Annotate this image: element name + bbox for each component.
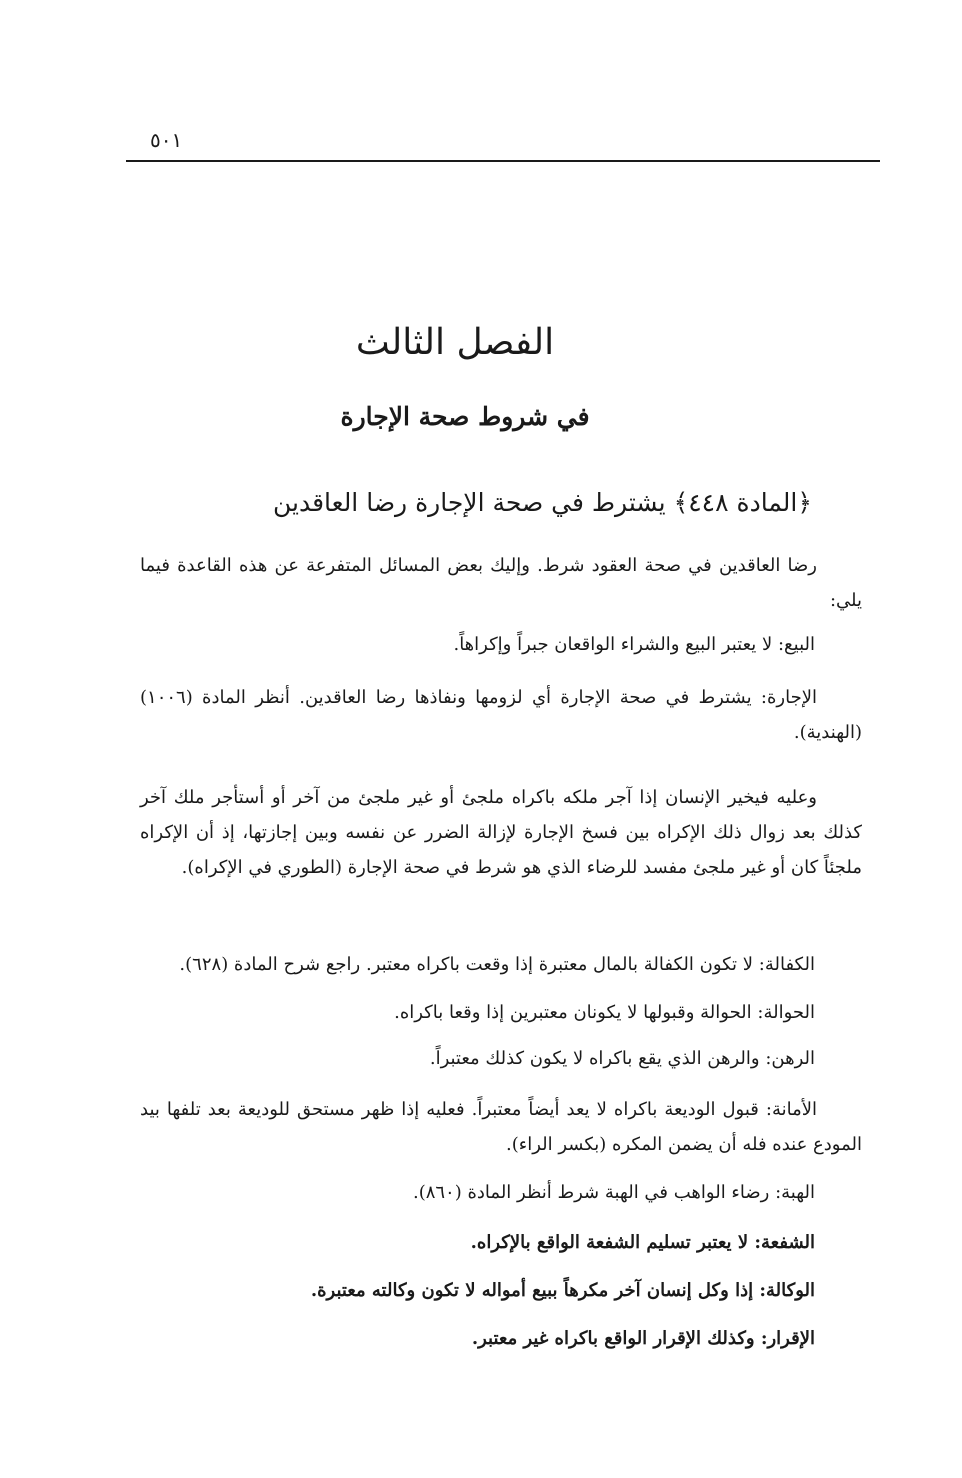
acknowledgment-paragraph: الإقرار: وكذلك الإقرار الواقع باكراه غير معتبر. <box>471 1328 815 1349</box>
article-heading: ﴿المادة ٤٤٨﴾ يشترط في صحة الإجارة رضا العاقدين <box>272 488 812 517</box>
sale-paragraph: البيع: لا يعتبر البيع والشراء الواقعان جبراً وإكراهاً. <box>453 634 815 655</box>
header-rule <box>126 160 880 162</box>
page-number: ٥٠١ <box>150 128 183 152</box>
transfer-paragraph: الحوالة: الحوالة وقبولها لا يكونان معتبرين إذا وقعا باكراه. <box>394 1002 815 1023</box>
coercion-paragraph: وعليه فيخير الإنسان إذا آجر ملكه باكراه ملجئ أو غير ملجئ من آخر أو أستأجر ملك آخر كذلك بعد زوال ذلك الإكراه بين فسخ الإجارة لإزالة الضرر عن نفسه وبين إجازتها، إذ أن الإكراه ملجئاً كان أو غير ملجئ مفسد للرضاء الذي هو شرط في صحة الإجارة (الطوري في الإكراه). <box>140 787 862 878</box>
agency-paragraph: الوكالة: إذا وكل إنسان آخر مكرهاً ببيع أمواله لا تكون وكالته معتبرة. <box>310 1280 815 1301</box>
chapter-subtitle: في شروط صحة الإجارة <box>340 402 590 431</box>
guarantee-paragraph: الكفالة: لا تكون الكفالة بالمال معتبرة إذا وقعت باكراه معتبر. راجع شرح المادة (٦٢٨). <box>179 954 815 975</box>
chapter-title: الفصل الثالث <box>355 322 555 363</box>
gift-paragraph: الهبة: رضاء الواهب في الهبة شرط أنظر المادة (٨٦٠). <box>412 1182 815 1203</box>
preemption-paragraph: الشفعة: لا يعتبر تسليم الشفعة الواقع بالإكراه. <box>470 1232 815 1253</box>
intro-paragraph: رضا العاقدين في صحة العقود شرط. وإليك بعض المسائل المتفرعة عن هذه القاعدة فيما يلي: <box>140 555 862 611</box>
deposit-paragraph: الأمانة: قبول الوديعة باكراه لا يعد أيضاً معتبراً. فعليه إذا ظهر مستحق للوديعة بعد تلفها بيد المودع عنده فله أن يضمن المكره (بكسر الراء). <box>140 1099 862 1155</box>
pledge-paragraph: الرهن: والرهن الذي يقع باكراه لا يكون كذلك معتبراً. <box>429 1048 815 1069</box>
lease-paragraph: الإجارة: يشترط في صحة الإجارة أي لزومها ونفاذها رضا العاقدين. أنظر المادة (١٠٠٦) (الهندية). <box>140 687 862 743</box>
